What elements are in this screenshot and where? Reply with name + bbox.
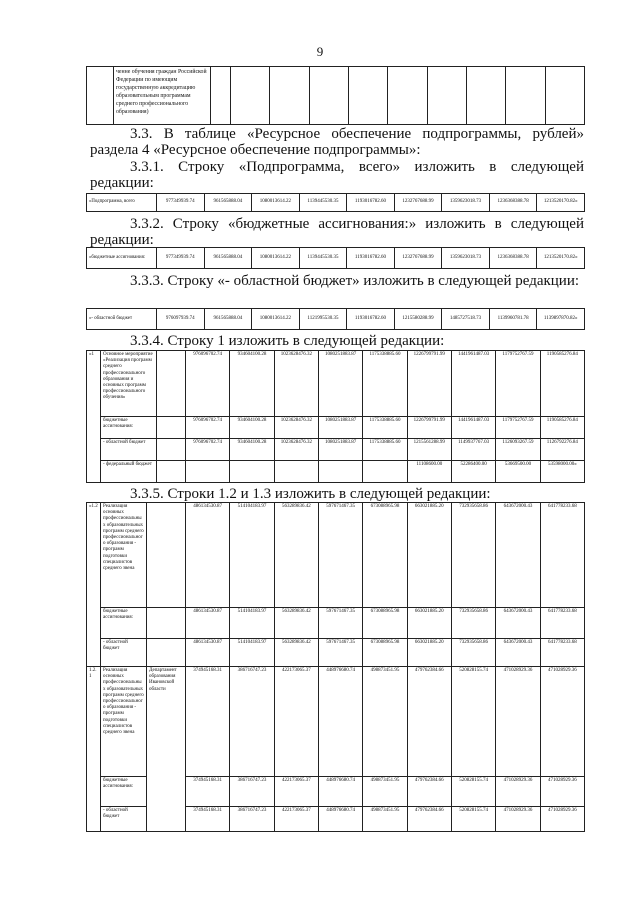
table-cell: 1359623018.73 — [442, 248, 490, 269]
paragraph-3-3-1: 3.3.1. Строку «Подпрограмма, всего» изложить в следующей редакции: — [90, 159, 584, 191]
table-cell: 977349939.74 — [157, 194, 205, 212]
table-cell: 934604100.28 — [230, 439, 274, 461]
table-cell: 1023628476.32 — [274, 351, 318, 417]
table-cell: 471028929.36 — [540, 807, 584, 832]
table-cell: 597671467.35 — [318, 608, 362, 639]
table-cell: 520828155.74 — [451, 667, 495, 777]
table-cell: 961565888.04 — [204, 194, 252, 212]
table-cell: 643672000.43 — [496, 503, 540, 608]
table-cell: 471028929.36 — [496, 667, 540, 777]
paragraph-3-3: 3.3. В таблице «Ресурсное обеспечение подпрограммы, рублей» раздела 4 «Ресурсное обеспечение подпрограммы»: — [90, 126, 584, 158]
table-cell: 1126093267.59 — [496, 439, 540, 461]
row-label: - областной бюджет — [101, 639, 147, 667]
page-number: 9 — [316, 44, 324, 59]
table-cell — [318, 461, 362, 483]
table-cell: 386716747.23 — [230, 807, 274, 832]
table-cell: 1190585276.84 — [540, 351, 584, 417]
table-cell: 673088965.98 — [363, 639, 407, 667]
table-cell: 1080251883.87 — [318, 439, 362, 461]
table-cell: 498873451.95 — [363, 777, 407, 807]
table-cell: 11108600.00 — [407, 461, 451, 483]
table-cell: 471028929.36 — [496, 807, 540, 832]
paragraph-3-3-4: 3.3.4. Строку 1 изложить в следующей редакции: — [130, 333, 445, 349]
table-cell: 1193016782.60 — [347, 194, 395, 212]
row-label: - федеральный бюджет — [101, 461, 157, 483]
table-cell: 1179752767.59 — [496, 417, 540, 439]
row-number: «1 — [87, 351, 101, 483]
row-label: бюджетные ассигнования: — [101, 777, 147, 807]
table-cell: 479762384.66 — [407, 667, 451, 777]
table-cell: 1359623018.73 — [442, 194, 490, 212]
table-cell: 471028929.36 — [540, 777, 584, 807]
table-cell: 52286400.00 — [451, 461, 495, 483]
table-cell: 520828155.74 — [451, 777, 495, 807]
row-number: 1.2.1 — [87, 667, 101, 832]
table-cell: 422173065.37 — [274, 667, 318, 777]
table-budget — [86, 247, 585, 269]
table-cell: 1236368388.78 — [489, 248, 537, 269]
table-cell: 471028929.36 — [540, 667, 584, 777]
table-cell: 486134530.87 — [186, 639, 230, 667]
table-cell: 514104183.97 — [230, 503, 274, 608]
table-cell: 520828155.74 — [451, 807, 495, 832]
row-label: - областной бюджет — [101, 439, 157, 461]
table-cell: 386716747.23 — [230, 777, 274, 807]
table-cell: 374945168.31 — [186, 807, 230, 832]
row-number: «1.2 — [87, 503, 101, 667]
table-cell: 1149937767.03 — [451, 439, 495, 461]
table-cell: 673088965.98 — [363, 608, 407, 639]
table-cell: 486134530.87 — [186, 608, 230, 639]
table-cell: 1213520170.82» — [537, 248, 585, 269]
table-cell: 1441961487.03 — [451, 417, 495, 439]
table-cell: 1179752767.59 — [496, 351, 540, 417]
table-cell: 641778233.68 — [540, 608, 584, 639]
table-cell: 1215580288.99 — [394, 309, 442, 330]
table-cell: 514104183.97 — [230, 608, 274, 639]
paragraph-3-3-3: 3.3.3. Строку «- областной бюджет» изложить в следующей редакции: — [130, 273, 580, 289]
table-cell: 1236368388.78 — [489, 194, 537, 212]
table-cell: 1139445530.35 — [299, 248, 347, 269]
table-row-1-2 — [86, 502, 585, 832]
table-cell: 448976680.74 — [318, 807, 362, 832]
table-cell: 498873451.95 — [363, 667, 407, 777]
table-oblast — [86, 308, 585, 330]
row-label: бюджетные ассигнования: — [101, 417, 157, 439]
table-cell: 563289836.42 — [274, 503, 318, 608]
table-cell: 1190585276.84 — [540, 417, 584, 439]
table-cell: 479762384.66 — [407, 777, 451, 807]
table-cell — [363, 461, 407, 483]
paragraph-3-3-2: 3.3.2. Строку «бюджетные ассигнования:» изложить в следующей редакции: — [90, 216, 584, 248]
table-cell: 1232767688.99 — [394, 248, 442, 269]
table-cell: 961565888.04 — [204, 248, 252, 269]
table-cell: 934604100.28 — [230, 351, 274, 417]
table-cell: 1175338885.60 — [363, 417, 407, 439]
table-cell: 961565888.04 — [204, 309, 252, 330]
table-cell: 374945168.31 — [186, 777, 230, 807]
table-row-1 — [86, 350, 585, 483]
top-table-text: ченне обучения граждан Российской Федерации по имеющим государственную аккредитацию образовательным программам среднего профессионального образования) — [114, 67, 211, 125]
table-cell — [230, 461, 274, 483]
table-cell: 498873451.95 — [363, 807, 407, 832]
table-cell: 448976680.74 — [318, 667, 362, 777]
table-cell: 1193016782.60 — [347, 309, 395, 330]
table-cell: 663021885.20 — [407, 608, 451, 639]
table-cell: 673088965.98 — [363, 503, 407, 608]
table-cell: 471028929.36 — [496, 777, 540, 807]
table-cell: 643672000.43 — [496, 608, 540, 639]
table-cell: 732935658.86 — [451, 639, 495, 667]
table-cell: 641778233.68 — [540, 639, 584, 667]
table-cell: 643672000.43 — [496, 639, 540, 667]
table-cell: 486134530.87 — [186, 503, 230, 608]
table-cell: 1485727518.73 — [442, 309, 490, 330]
responsible-executor: Департамент образования Ивановской области — [147, 667, 186, 832]
row-label: - областной бюджет — [101, 807, 147, 832]
table-cell: 1215561288.99 — [407, 439, 451, 461]
table-cell: 597671467.35 — [318, 503, 362, 608]
table-cell: 977349939.74 — [157, 248, 205, 269]
table-cell: 1080013614.22 — [252, 194, 300, 212]
table-cell: 1023628476.32 — [274, 439, 318, 461]
table-cell: 976096702.74 — [186, 417, 230, 439]
table-cell: 1139897870.82» — [537, 309, 585, 330]
table-cell: 448976680.74 — [318, 777, 362, 807]
table-cell: 1126792276.84 — [540, 439, 584, 461]
table-cell: 641778233.68 — [540, 503, 584, 608]
table-cell: 422173065.37 — [274, 807, 318, 832]
table-cell: 663021885.20 — [407, 639, 451, 667]
paragraph-3-3-5: 3.3.5. Строки 1.2 и 1.3 изложить в следующей редакции: — [130, 486, 491, 502]
table-cell: 732935658.86 — [451, 503, 495, 608]
table-cell: 1139445530.35 — [299, 194, 347, 212]
table-cell: 1226799791.99 — [407, 351, 451, 417]
table-cell: 422173065.37 — [274, 777, 318, 807]
row-label: «бюджетные ассигнования: — [87, 248, 157, 269]
table-cell: 976096702.74 — [186, 439, 230, 461]
table-cell: 1080251883.87 — [318, 351, 362, 417]
table-cell: 1175338885.60 — [363, 351, 407, 417]
table-cell — [186, 461, 230, 483]
row-label: бюджетные ассигнования: — [101, 608, 147, 639]
row-label: «- областной бюджет — [87, 309, 157, 330]
row-label: Основное мероприятие «Реализация программ среднего профессионального образования и основных программ профессионального обучения» — [101, 351, 157, 417]
table-cell: 514104183.97 — [230, 639, 274, 667]
table-cell: 53669500.00 — [496, 461, 540, 483]
table-cell: 53598000.00» — [540, 461, 584, 483]
table-cell: 732935658.86 — [451, 608, 495, 639]
table-cell: 1213520170.82» — [537, 194, 585, 212]
table-cell: 1121995530.35 — [299, 309, 347, 330]
row-label: Реализация основных профессиональных образовательных программ среднего профессионального образования - программ подготовки специалистов среднего звена — [101, 503, 147, 608]
table-cell: 976096702.74 — [186, 351, 230, 417]
table-cell: 1441961487.03 — [451, 351, 495, 417]
table-cell: 663021885.20 — [407, 503, 451, 608]
table-cell: 976097939.74 — [157, 309, 205, 330]
table-cell: 563289836.42 — [274, 639, 318, 667]
table-cell: 563289836.42 — [274, 608, 318, 639]
table-cell: 479762384.66 — [407, 807, 451, 832]
table-cell: 1232767688.99 — [394, 194, 442, 212]
table-cell: 1139960781.78 — [489, 309, 537, 330]
table-total — [86, 193, 585, 212]
table-cell: 597671467.35 — [318, 639, 362, 667]
table-cell: 1080013614.22 — [252, 309, 300, 330]
table-cell: 1193016782.60 — [347, 248, 395, 269]
table-cell: 934604100.28 — [230, 417, 274, 439]
top-table — [86, 66, 585, 125]
row-label: «Подпрограмма, всего — [87, 194, 157, 212]
table-cell — [274, 461, 318, 483]
table-cell: 1080251883.87 — [318, 417, 362, 439]
table-cell: 1226799791.99 — [407, 417, 451, 439]
row-label: Реализация основных профессиональных образовательных программ среднего профессионального образования - программ подготовки специалистов среднего звена — [101, 667, 147, 777]
table-cell: 1175338885.60 — [363, 439, 407, 461]
table-cell: 1023628476.32 — [274, 417, 318, 439]
table-cell: 1080013614.22 — [252, 248, 300, 269]
table-cell: 374945168.31 — [186, 667, 230, 777]
table-cell: 386716747.23 — [230, 667, 274, 777]
